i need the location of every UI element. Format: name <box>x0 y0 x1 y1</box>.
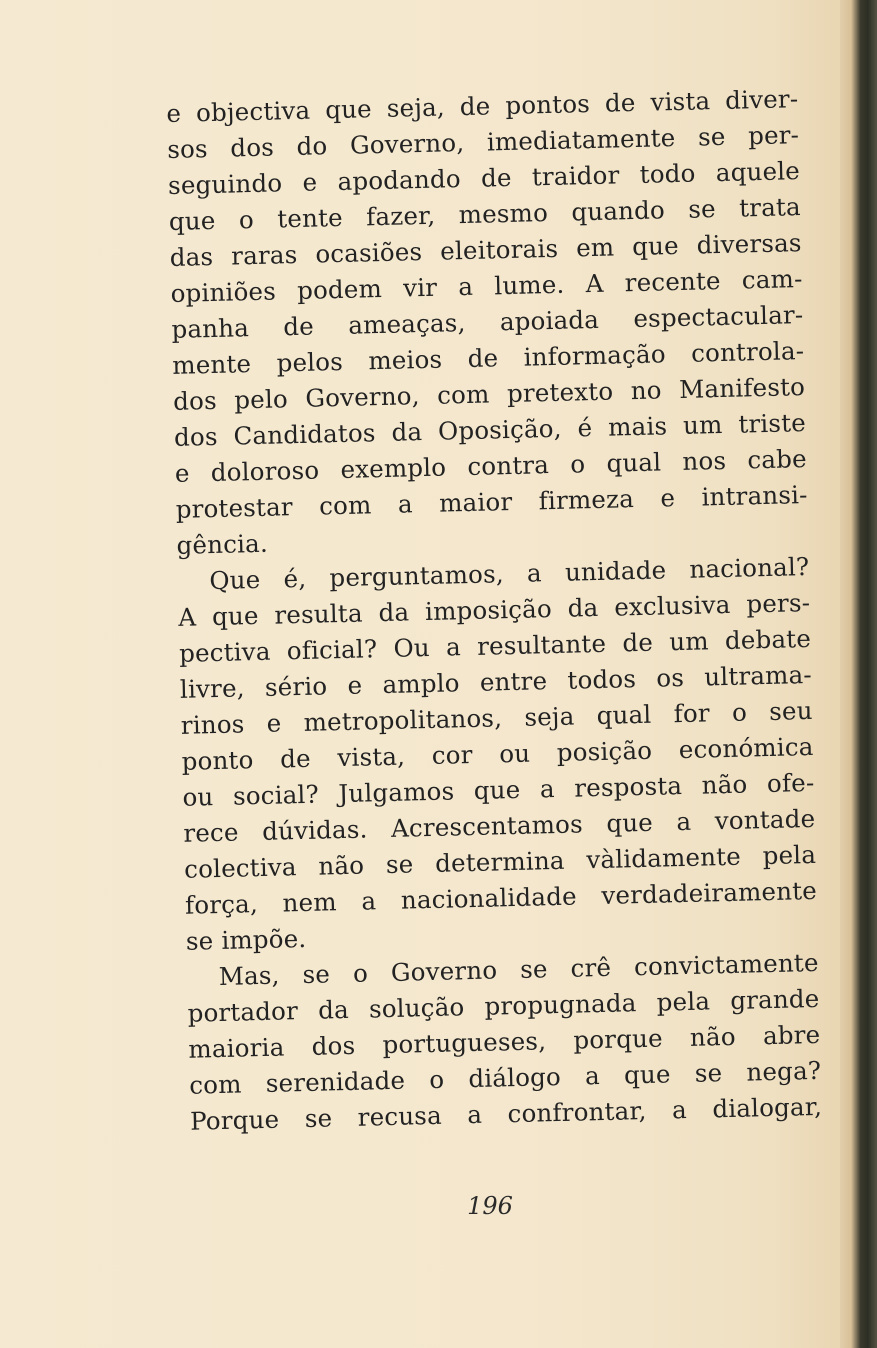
text-line: dos Candidatos da Oposição, é mais um triste <box>173 408 807 452</box>
text-line: pectiva oficial? Ou a resultante de um debate <box>178 623 812 668</box>
text-line: livre, sério e amplo entre todos os ultrama- <box>179 659 813 704</box>
text-line: se impõe. <box>185 923 307 956</box>
text-line: colectiva não se determina vàlidamente pela <box>183 839 817 884</box>
text-line: Porque se recusa a confrontar, a dialogar, <box>189 1091 823 1136</box>
text-line: mente pelos meios de informação controla- <box>172 336 805 380</box>
text-line: rece dúvidas. Acrescentamos que a vontade <box>183 803 816 848</box>
text-line: das raras ocasiões eleitorais em que diversas <box>169 228 802 272</box>
text-line: Que é, perguntamos, a unidade nacional? <box>209 551 810 596</box>
text-line: dos pelo Governo, com pretexto no Manifesto <box>172 372 806 416</box>
text-line: protestar com a maior firmeza e intransi- <box>175 479 808 524</box>
text-line: que o tente fazer, mesmo quando se trata <box>168 192 802 236</box>
text-line: gência. <box>176 528 269 560</box>
text-line: sos dos do Governo, imediatamente se per- <box>166 120 800 164</box>
text-line: opiniões podem vir a lume. A recente cam- <box>170 264 803 308</box>
text-line: com serenidade o diálogo a que se nega? <box>188 1055 822 1100</box>
text-line: e doloroso exemplo contra o qual nos cabe <box>174 444 808 488</box>
text-line: A que resulta da imposição da exclusiva pers- <box>177 587 811 632</box>
text-line: força, nem a nacionalidade verdadeiramente <box>184 875 818 920</box>
text-line: ponto de vista, cor ou posição económica <box>181 731 814 776</box>
text-line: Mas, se o Governo se crê convictamente <box>218 947 819 991</box>
book-spine <box>840 0 877 1348</box>
text-line: ou social? Julgamos que a resposta não ofe- <box>182 767 815 812</box>
text-line: rinos e metropolitanos, seja qual for o seu <box>180 695 813 740</box>
text-line: seguindo e apodando de traidor todo aquele <box>167 156 801 200</box>
text-line: panha de ameaças, apoiada espectacular- <box>171 300 804 344</box>
text-line: maioria dos portugueses, porque não abre <box>188 1019 821 1064</box>
text-line: portador da solução propugnada pela grande <box>187 983 820 1028</box>
text-line: e objectiva que seja, de pontos de vista diver- <box>166 84 799 128</box>
page-number: 196 <box>467 1192 513 1220</box>
body-text <box>166 81 822 1140</box>
